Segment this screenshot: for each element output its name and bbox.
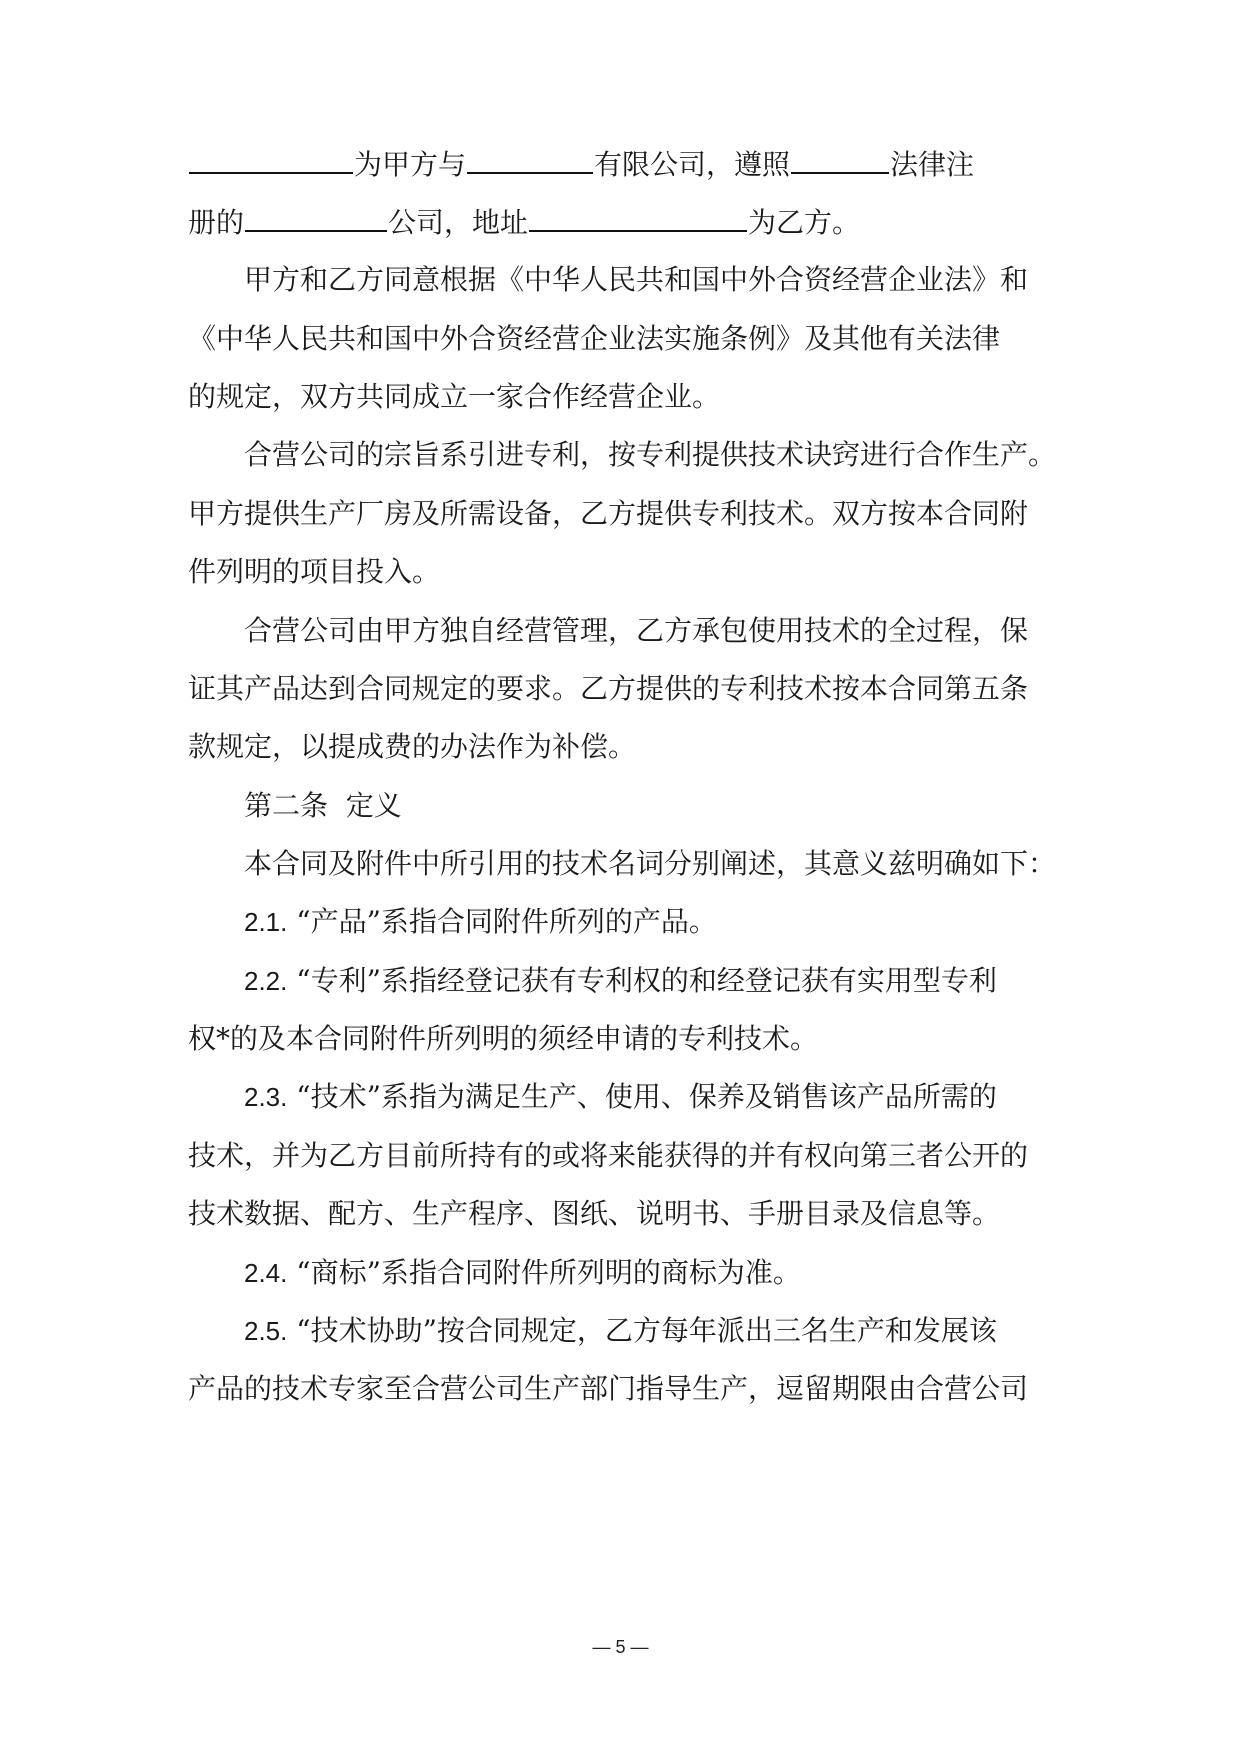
definition-item: [188, 1314, 1114, 1348]
definition-item: [188, 1080, 1114, 1114]
parties-line-1: [188, 146, 1058, 182]
definition-item: [188, 964, 1114, 998]
item-text: “技术协助”按合同规定，乙方每年派出三名生产和发展该: [296, 1314, 997, 1347]
article-intro: 本合同及附件中所引用的技术名词分别阐述，其意义兹明确如下：: [244, 847, 1057, 880]
blank-field: [791, 146, 889, 174]
item-text: “专利”系指经登记获有专利权的和经登记获有实用型专利: [296, 964, 997, 997]
item-text: “产品”系指合同附件所列的产品。: [296, 905, 717, 938]
blank-field: [245, 204, 387, 232]
paragraph-line: 证其产品达到合同规定的要求。乙方提供的专利技术按本合同第五条: [188, 672, 1029, 705]
item-continuation: 权*的及本合同附件所列明的须经申请的专利技术。: [188, 1022, 819, 1055]
parties-line-2: [188, 204, 1058, 240]
text-segment: 为甲方与: [354, 148, 467, 181]
definition-item: [188, 905, 1114, 939]
text-segment: 有限公司，遵照: [594, 148, 791, 181]
article-heading: 第二条 定义: [244, 789, 402, 822]
item-text: “技术”系指为满足生产、使用、保养及销售该产品所需的: [296, 1080, 997, 1113]
item-number: 2.4.: [244, 1258, 288, 1288]
item-continuation: 技术，并为乙方目前所持有的或将来能获得的并有权向第三者公开的: [188, 1139, 1029, 1172]
item-number: 2.2.: [244, 966, 288, 996]
item-number: 2.3.: [244, 1082, 288, 1112]
item-number: 2.5.: [244, 1316, 288, 1346]
item-text: “商标”系指合同附件所列明的商标为准。: [296, 1256, 801, 1289]
paragraph-line: 的规定，双方共同成立一家合作经营企业。: [188, 380, 721, 413]
text-segment: 为乙方。: [748, 206, 861, 239]
text-segment: 册的: [188, 206, 245, 239]
definition-item: [188, 1256, 1114, 1290]
blank-field: [467, 146, 593, 174]
paragraph-line: 合营公司的宗旨系引进专利，按专利提供技术诀窍进行合作生产。: [244, 438, 1057, 471]
text-segment: 法律注: [890, 148, 975, 181]
item-continuation: 技术数据、配方、生产程序、图纸、说明书、手册目录及信息等。: [188, 1197, 1001, 1230]
item-number: 2.1.: [244, 907, 288, 937]
paragraph-line: 甲方和乙方同意根据《中华人民共和国中外合资经营企业法》和: [244, 263, 1029, 296]
item-continuation: 产品的技术专家至合营公司生产部门指导生产，逗留期限由合营公司: [188, 1372, 1029, 1405]
paragraph-line: 甲方提供生产厂房及所需设备，乙方提供专利技术。双方按本合同附: [188, 497, 1029, 530]
blank-field: [189, 146, 353, 174]
paragraph-line: 合营公司由甲方独自经营管理，乙方承包使用技术的全过程，保: [244, 614, 1029, 647]
text-segment: 公司，地址: [388, 206, 529, 239]
paragraph-line: 款规定，以提成费的办法作为补偿。: [188, 730, 637, 763]
blank-field: [529, 204, 747, 232]
page-number: — 5 —: [592, 1637, 649, 1657]
paragraph-line: 件列明的项目投入。: [188, 555, 441, 588]
paragraph-line: 《中华人民共和国中外合资经营企业法实施条例》及其他有关法律: [188, 322, 1001, 355]
